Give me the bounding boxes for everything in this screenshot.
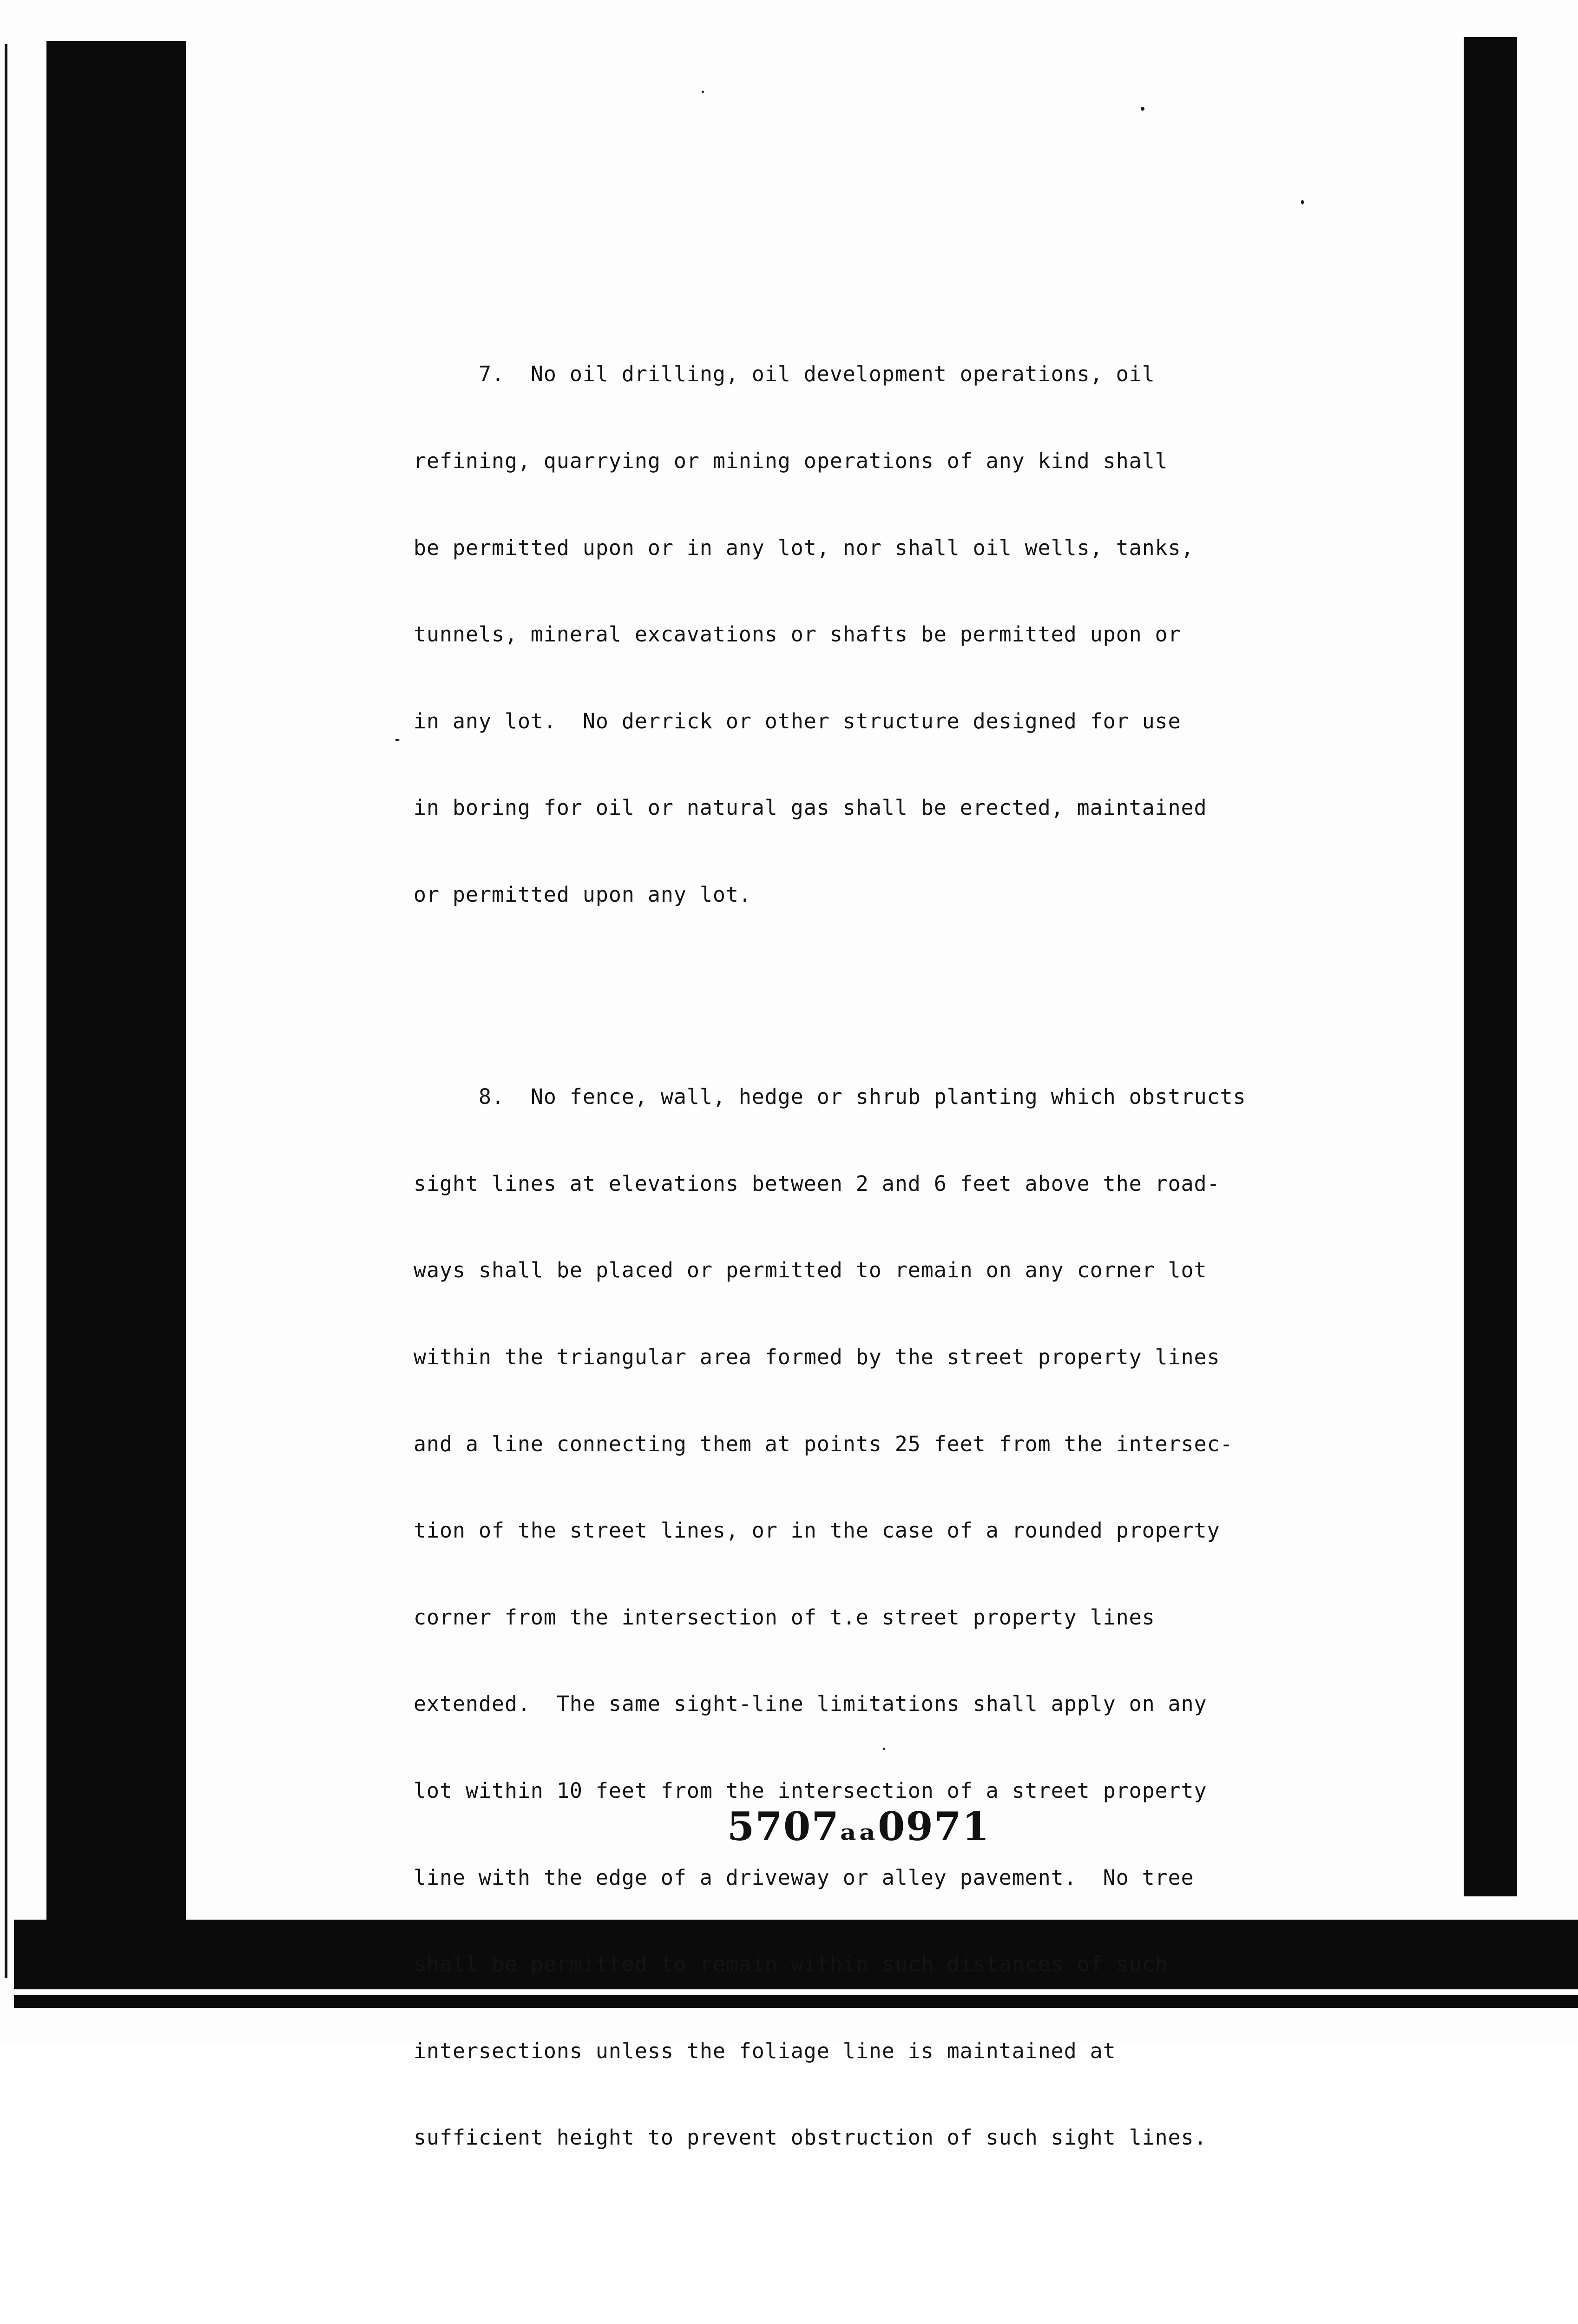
text-line: in boring for oil or natural gas shall be erected, maintained: [414, 795, 1207, 820]
text-line: within the triangular area formed by the street property lines: [414, 1344, 1220, 1369]
scan-speck: [1141, 107, 1144, 111]
text-line: corner from the intersection of t.e street property lines: [414, 1604, 1155, 1630]
text-line: be permitted upon or in any lot, nor shall oil wells, tanks,: [414, 535, 1194, 560]
scan-speck: [1301, 200, 1304, 205]
scan-edge-line: [5, 44, 7, 1978]
scan-left-border: [46, 41, 186, 1935]
text-line: sufficient height to prevent obstruction of such sight lines.: [414, 2125, 1207, 2150]
text-line: refining, quarrying or mining operations of any kind shall: [414, 449, 1168, 474]
document-body: [414, 302, 1459, 2324]
text-line: lot within 10 feet from the intersection of a street property: [414, 1778, 1207, 1803]
text-line: tunnels, mineral excavations or shafts be permitted upon or: [414, 622, 1181, 647]
text-line: line with the edge of a driveway or alley pavement. No tree: [414, 1865, 1194, 1890]
scan-speck: [702, 91, 704, 93]
text-line: ways shall be placed or permitted to remain on any corner lot: [414, 1258, 1207, 1283]
text-line: in any lot. No derrick or other structure designed for use: [414, 708, 1181, 733]
paragraph-7: [414, 302, 1459, 967]
text-line: tion of the street lines, or in the case of a rounded property: [414, 1518, 1220, 1543]
scan-right-border: [1464, 37, 1517, 1896]
paragraph-8: [414, 1025, 1459, 2210]
text-line: 8. No fence, wall, hedge or shrub planting which obstructs: [414, 1084, 1246, 1109]
text-line: or permitted upon any lot.: [414, 882, 752, 907]
book-page-number: 5707ₐₐ0971: [727, 1803, 990, 1849]
text-line: intersections unless the foliage line is maintained at: [414, 2038, 1116, 2063]
text-line: shall be permitted to remain within such distances of such: [414, 1952, 1168, 1977]
text-line: 7. No oil drilling, oil development operations, oil: [414, 362, 1155, 387]
text-line: and a line connecting them at points 25 feet from the intersec-: [414, 1431, 1233, 1456]
scan-speck: [395, 739, 400, 741]
paragraph-9: [414, 2268, 1459, 2324]
text-line: sight lines at elevations between 2 and 6 feet above the road-: [414, 1171, 1220, 1196]
text-line: extended. The same sight-line limitations shall apply on any: [414, 1691, 1207, 1717]
